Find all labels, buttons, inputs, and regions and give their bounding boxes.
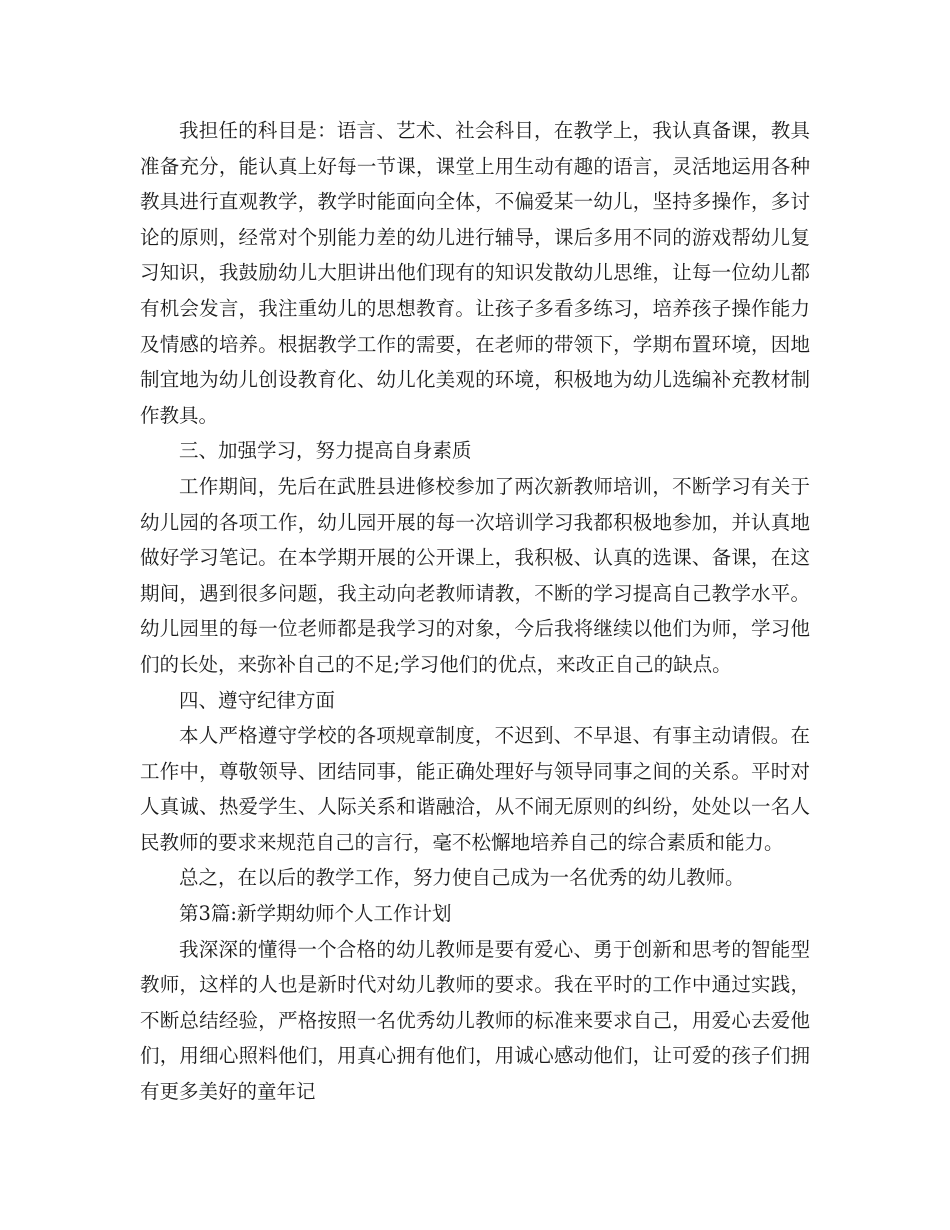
article-title-part3: 第3篇:新学期幼师个人工作计划: [179, 902, 452, 926]
paragraph-conclusion: 总之，在以后的教学工作，努力使自己成为一名优秀的幼儿教师。: [179, 866, 745, 890]
paragraph-study: 工作期间，先后在武胜县进修校参加了两次新教师培训，不断学习有关于幼儿园的各项工作，幼儿园开展的每一次培训学习我都积极地参加，并认真地做好学习笔记。在本学期开展的公开课上，我积极、认真的选课、备课，在这期间，遇到很多问题，我主动向老教师请教，不断的学习提高自己教学水平。幼儿园里的每一位老师都是我学习的对象，今后我将继续以他们为师，学习他们的长处，来弥补自己的不足;学习他们的优点，来改正自己的缺点。: [140, 474, 810, 676]
paragraph-discipline: 本人严格遵守学校的各项规章制度，不迟到、不早退、有事主动请假。在工作中，尊敬领导、团结同事，能正确处理好与领导同事之间的关系。平时对人真诚、热爱学生、人际关系和谐融洽，从不闹无原则的纠纷，处处以一名人民教师的要求来规范自己的言行，毫不松懈地培养自己的综合素质和能力。: [140, 724, 810, 854]
section-heading-discipline: 四、遵守纪律方面: [179, 688, 336, 712]
paragraph-teaching-subjects: 我担任的科目是：语言、艺术、社会科目，在教学上，我认真备课，教具准备充分，能认真上好每一节课，课堂上用生动有趣的语言，灵活地运用各种教具进行直观教学，教学时能面向全体，不偏爱某一幼儿，坚持多操作，多讨论的原则，经常对个别能力差的幼儿进行辅导，课后多用不同的游戏帮幼儿复习知识，我鼓励幼儿大胆讲出他们现有的知识发散幼儿思维，让每一位幼儿都有机会发言，我注重幼儿的思想教育。让孩子多看多练习，培养孩子操作能力及情感的培养。根据教学工作的需要，在老师的带领下，学期布置环境，因地制宜地为幼儿创设教育化、幼儿化美观的环境，积极地为幼儿选编补充教材制作教具。: [140, 119, 810, 427]
section-heading-study: 三、加强学习，努力提高自身素质: [179, 439, 472, 463]
paragraph-part3-intro: 我深深的懂得一个合格的幼儿教师是要有爱心、勇于创新和思考的智能型教师，这样的人也是新时代对幼儿教师的要求。我在平时的工作中通过实践，不断总结经验，严格按照一名优秀幼儿教师的标准来要求自己，用爱心去爱他们，用细心照料他们，用真心拥有他们，用诚心感动他们，让可爱的孩子们拥有更多美好的童年记: [140, 937, 810, 1104]
document-body: [140, 113, 810, 1110]
